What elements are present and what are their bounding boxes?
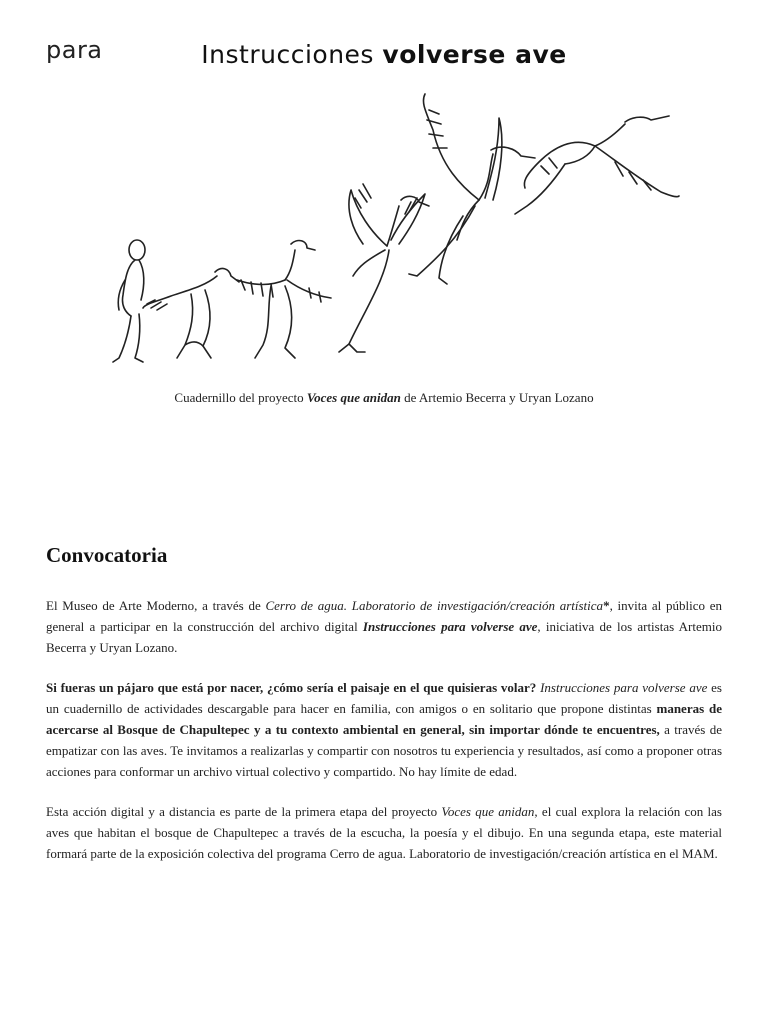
- illustration-caption: [0, 390, 768, 406]
- figure-heron-rising-icon: [409, 94, 535, 284]
- paragraph-intro: [46, 595, 722, 658]
- p1-lab-name: Cerro de agua. Laboratorio de investigación/creación artística: [265, 598, 604, 613]
- p3-text-2: , el cual explora la relación con las aves que habitan el bosque de Chapultepec a través de la escucha, la poesía y el dibujo. En una segunda etapa, este material formará parte de la exposición colectiva del programa Cerro de agua. Laboratorio de investigación/creación artística en el MAM.: [46, 804, 722, 861]
- p3-text-1: Esta acción digital y a distancia es parte de la primera etapa del proyecto: [46, 804, 442, 819]
- p2-highlight: maneras de acercarse al Bosque de Chapultepec y a tu contexto ambiental en general, sin importar dónde te encuentres,: [46, 701, 722, 737]
- title-part-para: para: [46, 36, 103, 64]
- p2-text-1: es un cuadernillo de actividades descargable para hacer en familia, con amigos o en solitario que propone distintas: [46, 680, 722, 716]
- figure-heron-flying-icon: [515, 116, 679, 214]
- p1-asterisk: *: [603, 598, 610, 613]
- figure-bird-man-icon: [339, 184, 429, 352]
- figure-half-bird-icon: [237, 241, 331, 358]
- title-part-instrucciones: Instrucciones: [201, 40, 383, 69]
- figure-crouching-icon: [143, 269, 239, 358]
- p2-question: Si fueras un pájaro que está por nacer, ¿cómo sería el paisaje en el que quisieras volar?: [46, 680, 537, 695]
- caption-pre: Cuadernillo del proyecto: [174, 390, 307, 405]
- p2-booklet-title: Instrucciones para volverse ave: [540, 680, 708, 695]
- p3-project-title: Voces que anidan: [441, 804, 535, 819]
- p1-text-3: , iniciativa de los artistas Artemio Becerra y Uryan Lozano.: [46, 619, 722, 655]
- caption-work-title: Voces que anidan: [306, 390, 401, 405]
- p1-archive-title: Instrucciones para volverse ave: [362, 619, 538, 634]
- paragraph-project: [46, 801, 722, 864]
- section-heading: Convocatoria: [46, 543, 168, 567]
- paragraph-question: [46, 677, 722, 782]
- p1-text-1: El Museo de Arte Moderno, a través de: [46, 598, 266, 613]
- p1-text-2: , invita al público en general a participar en la construcción del archivo digital: [46, 598, 722, 634]
- figure-human-icon: [113, 240, 145, 362]
- human-to-heron-transformation-drawing: [95, 90, 695, 380]
- p2-text-2: a través de empatizar con las aves. Te invitamos a realizarlas y compartir con nosotros tu experiencia y resultados, así como a proponer otras acciones para conformar un archivo virtual colectivo y compartido. No hay límite de edad.: [46, 722, 722, 779]
- title-part-volverse-ave: volverse ave: [382, 40, 567, 69]
- page-title: [0, 36, 768, 69]
- caption-post: de Artemio Becerra y Uryan Lozano: [400, 390, 594, 405]
